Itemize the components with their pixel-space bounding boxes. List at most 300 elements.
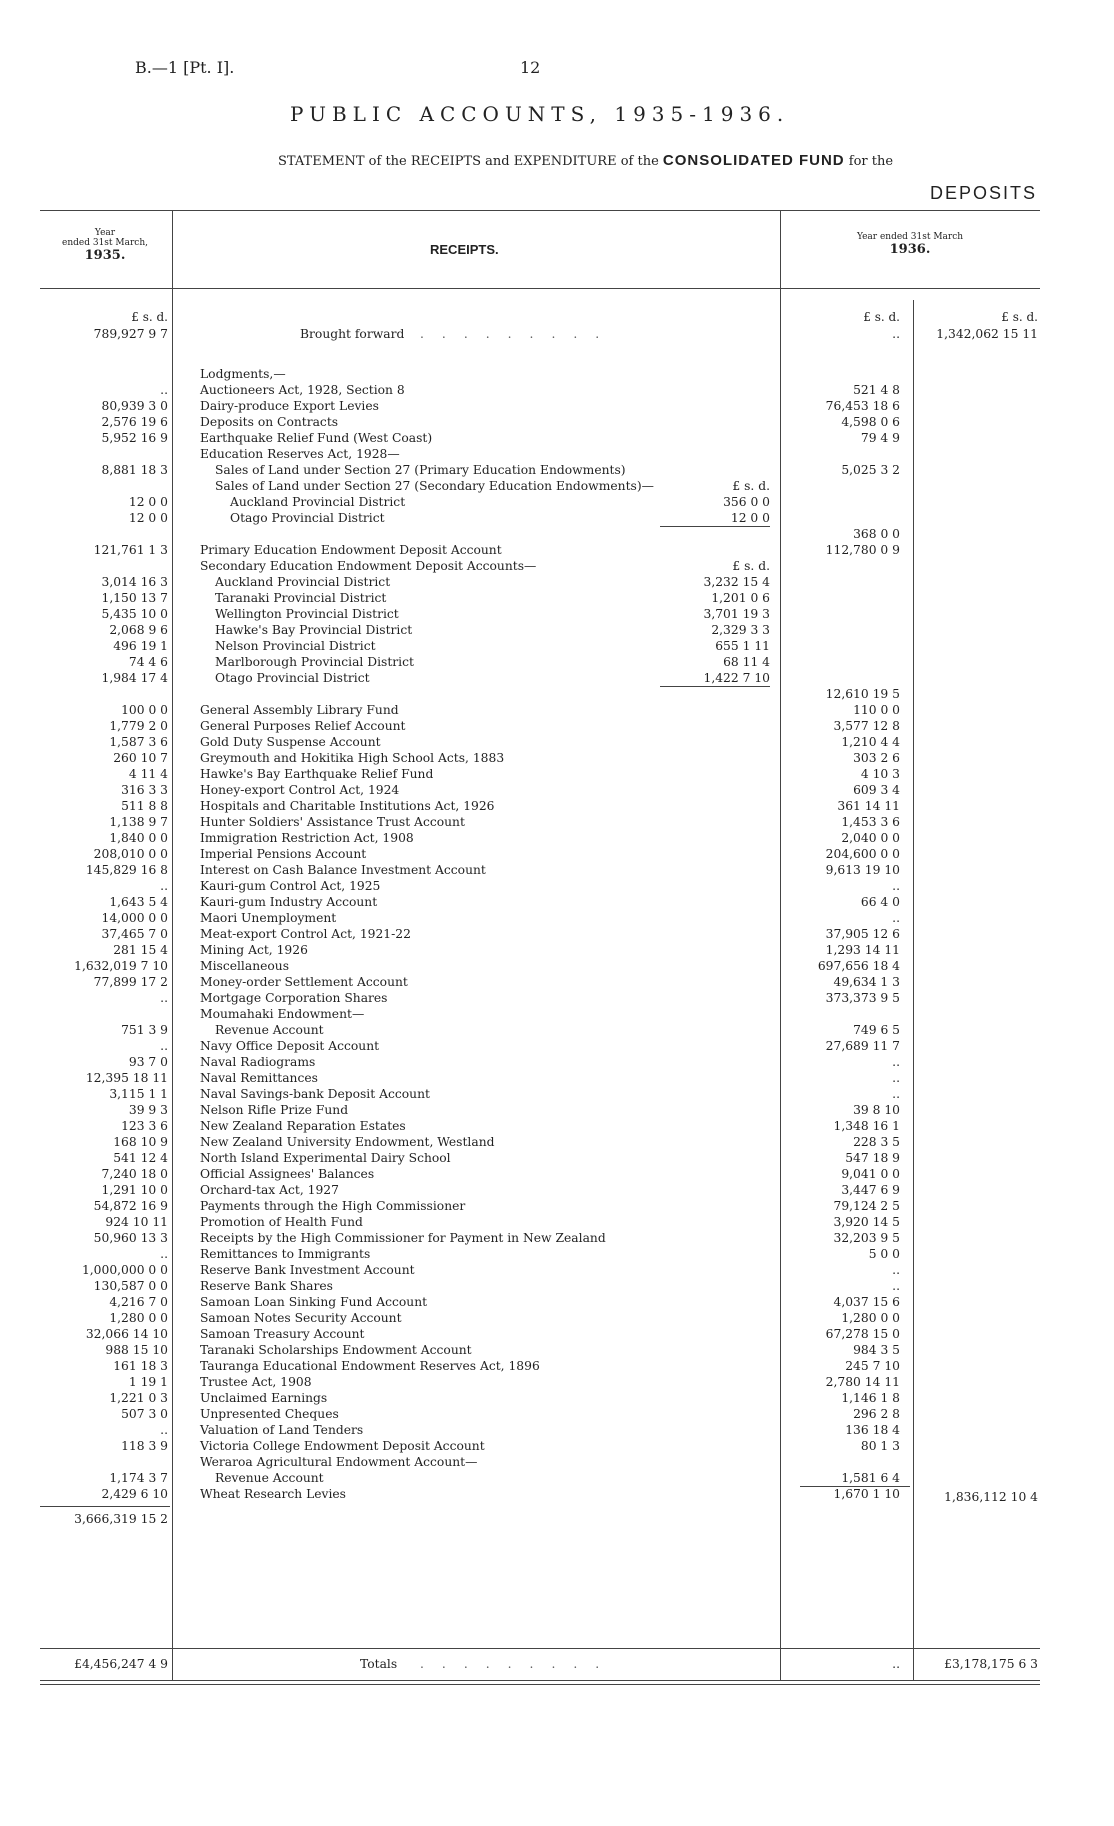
table-row xyxy=(0,654,1114,670)
total-1935: £4,456,247 4 9 xyxy=(74,1657,168,1671)
row-label: Nelson Rifle Prize Fund xyxy=(200,1103,349,1117)
amount-1936: 76,453 18 6 xyxy=(825,399,900,413)
amount-1936: 1,453 3 6 xyxy=(841,815,900,829)
table-row xyxy=(0,638,1114,654)
totals-bottom-rule xyxy=(40,1680,1040,1681)
right-year-line1: Year ended 31st March xyxy=(856,232,964,242)
amount-1935: 161 18 3 xyxy=(113,1359,168,1373)
sub-amount: 2,329 3 3 xyxy=(711,623,770,637)
table-row xyxy=(0,782,1114,798)
amount-1935: .. xyxy=(160,383,168,397)
row-label: Otago Provincial District xyxy=(215,671,370,685)
amount-1936: 37,905 12 6 xyxy=(825,927,900,941)
table-row xyxy=(0,1118,1114,1134)
receipts-header: RECEIPTS. xyxy=(430,242,499,257)
row-label: Hawke's Bay Earthquake Relief Fund xyxy=(200,767,434,781)
row-label: Moumahaki Endowment— xyxy=(200,1007,365,1021)
row-label: Primary Education Endowment Deposit Account xyxy=(200,543,502,557)
row-label: Wheat Research Levies xyxy=(200,1487,346,1501)
amount-1936: 368 0 0 xyxy=(853,527,900,541)
row-label: Lodgments,— xyxy=(200,367,286,381)
table-row xyxy=(0,1182,1114,1198)
amount-1936: 3,577 12 8 xyxy=(833,719,900,733)
row-label: Orchard-tax Act, 1927 xyxy=(200,1183,339,1197)
amount-1935: 12 0 0 xyxy=(128,495,168,509)
table-row xyxy=(0,1422,1114,1438)
table-row xyxy=(0,846,1114,862)
row-label: Taranaki Scholarships Endowment Account xyxy=(200,1343,472,1357)
amount-1935: 80,939 3 0 xyxy=(101,399,168,413)
row-label: Samoan Loan Sinking Fund Account xyxy=(200,1295,428,1309)
amount-1936: 4 10 3 xyxy=(860,767,900,781)
table-row xyxy=(0,1342,1114,1358)
section-heading-deposits: DEPOSITS xyxy=(930,183,1038,203)
table-row xyxy=(0,1166,1114,1182)
amount-1935: 54,872 16 9 xyxy=(93,1199,168,1213)
totals-top-rule xyxy=(40,1648,1040,1649)
amount-1935: 93 7 0 xyxy=(128,1055,168,1069)
amount-1935: 260 10 7 xyxy=(113,751,168,765)
amount-1935: 1,643 5 4 xyxy=(109,895,168,909)
row-label: Deposits on Contracts xyxy=(200,415,339,429)
table-row xyxy=(0,1086,1114,1102)
row-label: Meat-export Control Act, 1921-22 xyxy=(200,927,411,941)
table-row xyxy=(0,462,1114,478)
amount-1935: 100 0 0 xyxy=(121,703,168,717)
amount-1936: 3,447 6 9 xyxy=(841,1183,900,1197)
table-row xyxy=(0,1326,1114,1342)
row-label: Naval Savings-bank Deposit Account xyxy=(200,1087,430,1101)
right-year-header xyxy=(790,232,1030,257)
table-row xyxy=(0,510,1114,526)
amount-1936: 110 0 0 xyxy=(853,703,900,717)
amount-1936: 1,146 1 8 xyxy=(841,1391,900,1405)
table-row xyxy=(0,478,1114,494)
row-label: Remittances to Immigrants xyxy=(200,1247,371,1261)
amount-1936: 5,025 3 2 xyxy=(841,463,900,477)
amount-1936: 245 7 10 xyxy=(845,1359,900,1373)
amount-1936: .. xyxy=(892,1071,900,1085)
amount-1936: 749 6 5 xyxy=(853,1023,900,1037)
amount-1936: 136 18 4 xyxy=(845,1423,900,1437)
amount-1935: 1,291 10 0 xyxy=(101,1183,168,1197)
amount-1935: 751 3 9 xyxy=(121,1023,168,1037)
row-label: Money-order Settlement Account xyxy=(200,975,408,989)
row-label: Hawke's Bay Provincial District xyxy=(215,623,413,637)
left-year-line1: Year xyxy=(94,228,116,238)
amount-1935: 2,576 19 6 xyxy=(101,415,168,429)
amount-1935: 168 10 9 xyxy=(113,1135,168,1149)
totals-label: Totals xyxy=(360,1657,398,1671)
brought-forward-1935: 789,927 9 7 xyxy=(93,327,168,341)
table-row xyxy=(0,958,1114,974)
amount-1936: .. xyxy=(892,1087,900,1101)
amount-1936: 79 4 9 xyxy=(860,431,900,445)
amount-1935: 1,150 13 7 xyxy=(101,591,168,605)
left-year: 1935. xyxy=(84,248,126,263)
amount-1935: 32,066 14 10 xyxy=(85,1327,168,1341)
row-label: Imperial Pensions Account xyxy=(200,847,367,861)
amount-1936: 547 18 9 xyxy=(845,1151,900,1165)
statement-title xyxy=(278,152,893,169)
row-label: Unpresented Cheques xyxy=(200,1407,339,1421)
amount-1935: 1,000,000 0 0 xyxy=(81,1263,168,1277)
amount-1936: 1,581 6 4 xyxy=(841,1471,900,1485)
row-label: Samoan Treasury Account xyxy=(200,1327,365,1341)
amount-1935: 130,587 0 0 xyxy=(93,1279,168,1293)
header-bottom-rule xyxy=(40,288,1040,289)
amount-1935: 5,435 10 0 xyxy=(101,607,168,621)
amount-1936: 67,278 15 0 xyxy=(825,1327,900,1341)
lsd-header-left: £ s. d. xyxy=(131,310,168,324)
row-label: Reserve Bank Investment Account xyxy=(200,1263,415,1277)
amount-1936: .. xyxy=(892,879,900,893)
table-row xyxy=(0,862,1114,878)
amount-1935: .. xyxy=(160,1039,168,1053)
table-row xyxy=(0,734,1114,750)
table-row xyxy=(0,1070,1114,1086)
table-row xyxy=(0,830,1114,846)
amount-1936: 27,689 11 7 xyxy=(825,1039,900,1053)
row-label: Greymouth and Hokitika High School Acts, 1883 xyxy=(200,751,505,765)
amount-1935: .. xyxy=(160,1423,168,1437)
table-row xyxy=(0,1198,1114,1214)
amount-1936: 228 3 5 xyxy=(853,1135,900,1149)
amount-1936: 361 14 11 xyxy=(837,799,900,813)
amount-1936: .. xyxy=(892,1263,900,1277)
amount-1936: 79,124 2 5 xyxy=(833,1199,900,1213)
row-label: Unclaimed Earnings xyxy=(200,1391,328,1405)
amount-1935: 1,280 0 0 xyxy=(109,1311,168,1325)
table-row xyxy=(0,974,1114,990)
sub-amount: 1,201 0 6 xyxy=(711,591,770,605)
amount-1935: 1,174 3 7 xyxy=(109,1471,168,1485)
amount-1935: 541 12 4 xyxy=(113,1151,168,1165)
amount-1936: 204,600 0 0 xyxy=(825,847,900,861)
amount-1936: 1,670 1 10 xyxy=(833,1487,900,1501)
amount-1935: 74 4 6 xyxy=(128,655,168,669)
amount-1935: 511 8 8 xyxy=(121,799,168,813)
table-row xyxy=(0,702,1114,718)
row-label: Kauri-gum Industry Account xyxy=(200,895,378,909)
total-mid: .. xyxy=(892,1657,900,1671)
amount-1935: 121,761 1 3 xyxy=(93,543,168,557)
row-label: Auckland Provincial District xyxy=(230,495,406,509)
amount-1935: 123 3 6 xyxy=(121,1119,168,1133)
amount-1935: .. xyxy=(160,1247,168,1261)
right-year: 1936. xyxy=(889,242,931,257)
table-row xyxy=(0,942,1114,958)
sub-amount: 1,422 7 10 xyxy=(703,671,770,685)
amount-1935: 1,587 3 6 xyxy=(109,735,168,749)
row-label: Hunter Soldiers' Assistance Trust Account xyxy=(200,815,465,829)
row-label: Marlborough Provincial District xyxy=(215,655,414,669)
sub-amount: 356 0 0 xyxy=(723,495,770,509)
row-label: New Zealand University Endowment, Westland xyxy=(200,1135,495,1149)
row-label: Tauranga Educational Endowment Reserves Act, 1896 xyxy=(200,1359,540,1373)
amount-1935: .. xyxy=(160,879,168,893)
table-row xyxy=(0,1230,1114,1246)
amount-1935: 50,960 13 3 xyxy=(93,1231,168,1245)
row-label: Auctioneers Act, 1928, Section 8 xyxy=(200,383,405,397)
row-label: Kauri-gum Control Act, 1925 xyxy=(200,879,381,893)
amount-1935: 39 9 3 xyxy=(128,1103,168,1117)
amount-1935: 5,952 16 9 xyxy=(101,431,168,445)
row-label: Trustee Act, 1908 xyxy=(200,1375,312,1389)
amount-1935: 12,395 18 11 xyxy=(85,1071,168,1085)
amount-1936: .. xyxy=(892,1055,900,1069)
row-label: Revenue Account xyxy=(215,1023,324,1037)
amount-1935: 1,840 0 0 xyxy=(109,831,168,845)
subtotal-rule-education-sales xyxy=(660,526,770,527)
statement-post: for the xyxy=(848,154,894,169)
table-row xyxy=(0,814,1114,830)
amount-1936: 66 4 0 xyxy=(860,895,900,909)
amount-1935: 1,138 9 7 xyxy=(109,815,168,829)
amount-1936: 2,780 14 11 xyxy=(825,1375,900,1389)
table-row xyxy=(0,414,1114,430)
row-label: Miscellaneous xyxy=(200,959,290,973)
amount-1935: 924 10 11 xyxy=(105,1215,168,1229)
row-label: Victoria College Endowment Deposit Account xyxy=(200,1439,485,1453)
amount-1935: 1,632,019 7 10 xyxy=(74,959,168,973)
row-label: Official Assignees' Balances xyxy=(200,1167,375,1181)
amount-1935: 507 3 0 xyxy=(121,1407,168,1421)
row-label: Mortgage Corporation Shares xyxy=(200,991,388,1005)
table-row xyxy=(0,766,1114,782)
amount-1935: 14,000 0 0 xyxy=(101,911,168,925)
amount-1935: 7,240 18 0 xyxy=(101,1167,168,1181)
statement-pre: STATEMENT of the RECEIPTS and EXPENDITURE of the xyxy=(278,154,659,169)
subtotal-1935: 3,666,319 15 2 xyxy=(74,1512,168,1526)
row-label: Hospitals and Charitable Institutions Act, 1926 xyxy=(200,799,495,813)
leader-dots: ......... xyxy=(420,327,618,341)
amount-1936: 80 1 3 xyxy=(860,1439,900,1453)
amount-1935: 145,829 16 8 xyxy=(85,863,168,877)
row-label: Nelson Provincial District xyxy=(215,639,376,653)
amount-1936: 12,610 19 5 xyxy=(825,687,900,701)
table-row xyxy=(0,1406,1114,1422)
lsd-header-right: £ s. d. xyxy=(1001,310,1038,324)
amount-1936: 49,634 1 3 xyxy=(833,975,900,989)
totals-leader-dots: ......... xyxy=(420,1657,618,1671)
amount-1935: 496 19 1 xyxy=(113,639,168,653)
row-label: Samoan Notes Security Account xyxy=(200,1311,402,1325)
amount-1935: 2,068 9 6 xyxy=(109,623,168,637)
row-label: Honey-export Control Act, 1924 xyxy=(200,783,400,797)
table-row xyxy=(0,750,1114,766)
row-label: General Purposes Relief Account xyxy=(200,719,406,733)
table-row xyxy=(0,366,1114,382)
row-label: Navy Office Deposit Account xyxy=(200,1039,380,1053)
amount-1935: 12 0 0 xyxy=(128,511,168,525)
amount-1936: 609 3 4 xyxy=(853,783,900,797)
amount-1935: 118 3 9 xyxy=(121,1439,168,1453)
table-row xyxy=(0,926,1114,942)
table-row xyxy=(0,590,1114,606)
statement-fund: CONSOLIDATED FUND xyxy=(662,152,845,169)
row-label: New Zealand Reparation Estates xyxy=(200,1119,406,1133)
amount-1936: 39 8 10 xyxy=(853,1103,900,1117)
sub-amount: 3,701 19 3 xyxy=(703,607,770,621)
amount-1935: .. xyxy=(160,991,168,1005)
table-row xyxy=(0,1006,1114,1022)
row-label: Earthquake Relief Fund (West Coast) xyxy=(200,431,433,445)
brought-forward-label: Brought forward xyxy=(300,327,405,341)
sub-amount: 655 1 11 xyxy=(715,639,770,653)
sub-amount: £ s. d. xyxy=(732,559,770,573)
sub-amount: 12 0 0 xyxy=(730,511,770,525)
table-row xyxy=(0,558,1114,574)
table-row xyxy=(0,1454,1114,1470)
row-label: Taranaki Provincial District xyxy=(215,591,387,605)
table-row xyxy=(0,686,1114,702)
amount-1936: 4,598 0 6 xyxy=(841,415,900,429)
totals-double-rule xyxy=(40,1684,1040,1685)
amount-1935: 3,014 16 3 xyxy=(101,575,168,589)
amount-1936: 4,037 15 6 xyxy=(833,1295,900,1309)
amount-1936: 1,210 4 4 xyxy=(841,735,900,749)
subtotal-rule-secondary xyxy=(660,686,770,687)
row-label: Immigration Restriction Act, 1908 xyxy=(200,831,414,845)
row-label: Naval Radiograms xyxy=(200,1055,316,1069)
document-reference: B.—1 [Pt. I]. xyxy=(135,58,235,77)
row-label: Gold Duty Suspense Account xyxy=(200,735,381,749)
table-row xyxy=(0,1374,1114,1390)
subtotal-rule-left xyxy=(40,1506,170,1507)
row-label: General Assembly Library Fund xyxy=(200,703,399,717)
amount-1935: 37,465 7 0 xyxy=(101,927,168,941)
row-label: Reserve Bank Shares xyxy=(200,1279,333,1293)
amount-1936: 303 2 6 xyxy=(853,751,900,765)
table-row xyxy=(0,606,1114,622)
row-label: Education Reserves Act, 1928— xyxy=(200,447,400,461)
table-row xyxy=(0,446,1114,462)
amount-1936: 296 2 8 xyxy=(853,1407,900,1421)
amount-1936: .. xyxy=(892,1279,900,1293)
row-label: Secondary Education Endowment Deposit Accounts— xyxy=(200,559,537,573)
left-year-header xyxy=(40,228,170,263)
table-row xyxy=(0,1310,1114,1326)
amount-1935: 316 3 3 xyxy=(121,783,168,797)
table-row xyxy=(0,894,1114,910)
brought-forward-mid: .. xyxy=(892,327,900,341)
row-label: Maori Unemployment xyxy=(200,911,337,925)
row-label: Payments through the High Commissioner xyxy=(200,1199,466,1213)
table-row xyxy=(0,1214,1114,1230)
table-row xyxy=(0,1150,1114,1166)
table-row xyxy=(0,670,1114,686)
table-row xyxy=(0,878,1114,894)
totals-row xyxy=(0,1656,1114,1672)
table-row xyxy=(0,990,1114,1006)
table-row xyxy=(0,1022,1114,1038)
amount-1936: 521 4 8 xyxy=(853,383,900,397)
amount-1935: 77,899 17 2 xyxy=(93,975,168,989)
lsd-header-mid: £ s. d. xyxy=(863,310,900,324)
brought-forward-1936: 1,342,062 15 11 xyxy=(936,327,1038,341)
amount-1935: 8,881 18 3 xyxy=(101,463,168,477)
row-label: Mining Act, 1926 xyxy=(200,943,308,957)
table-row xyxy=(0,718,1114,734)
row-label: North Island Experimental Dairy School xyxy=(200,1151,451,1165)
amount-1936: 984 3 5 xyxy=(853,1343,900,1357)
row-label: Promotion of Health Fund xyxy=(200,1215,363,1229)
amount-1936: 1,293 14 11 xyxy=(825,943,900,957)
table-row xyxy=(0,382,1114,398)
table-row xyxy=(0,574,1114,590)
table-row xyxy=(0,910,1114,926)
amount-1935: 4 11 4 xyxy=(128,767,168,781)
amount-1935: 1,779 2 0 xyxy=(109,719,168,733)
amount-1935: 1,221 0 3 xyxy=(109,1391,168,1405)
table-row xyxy=(0,1102,1114,1118)
row-label: Otago Provincial District xyxy=(230,511,385,525)
amount-1935: 4,216 7 0 xyxy=(109,1295,168,1309)
row-label: Weraroa Agricultural Endowment Account— xyxy=(200,1455,478,1469)
page-title: PUBLIC ACCOUNTS, 1935-1936. xyxy=(290,102,790,126)
amount-1936: 32,203 9 5 xyxy=(833,1231,900,1245)
row-label: Revenue Account xyxy=(215,1471,324,1485)
row-label: Receipts by the High Commissioner for Payment in New Zealand xyxy=(200,1231,606,1245)
table-row xyxy=(0,1470,1114,1486)
row-label: Valuation of Land Tenders xyxy=(200,1423,364,1437)
sub-amount: 3,232 15 4 xyxy=(703,575,770,589)
amount-1936: 1,348 16 1 xyxy=(833,1119,900,1133)
table-row xyxy=(0,1262,1114,1278)
amount-1936: 9,613 19 10 xyxy=(825,863,900,877)
amount-1935: 208,010 0 0 xyxy=(93,847,168,861)
total-1936: £3,178,175 6 3 xyxy=(944,1657,1038,1671)
amount-1935: 988 15 10 xyxy=(105,1343,168,1357)
amount-1936: 697,656 18 4 xyxy=(817,959,900,973)
amount-1935: 281 15 4 xyxy=(113,943,168,957)
table-row xyxy=(0,1278,1114,1294)
sub-amount: £ s. d. xyxy=(732,479,770,493)
left-year-line2: ended 31st March, xyxy=(62,238,148,248)
amount-1936: 3,920 14 5 xyxy=(833,1215,900,1229)
subtotal-rule-mid xyxy=(800,1486,910,1487)
header-top-rule xyxy=(40,210,1040,211)
amount-1936: .. xyxy=(892,911,900,925)
amount-1935: 2,429 6 10 xyxy=(101,1487,168,1501)
brought-forward-row xyxy=(0,326,1114,342)
table-row xyxy=(0,1054,1114,1070)
amount-1936: 2,040 0 0 xyxy=(841,831,900,845)
amount-1935: 1 19 1 xyxy=(128,1375,168,1389)
table-row xyxy=(0,1294,1114,1310)
table-row xyxy=(0,1038,1114,1054)
row-label: Naval Remittances xyxy=(200,1071,318,1085)
amount-1935: 1,984 17 4 xyxy=(101,671,168,685)
table-row xyxy=(0,1358,1114,1374)
amount-1935: 3,115 1 1 xyxy=(109,1087,168,1101)
row-label: Interest on Cash Balance Investment Account xyxy=(200,863,486,877)
table-row xyxy=(0,1134,1114,1150)
amount-1936: 9,041 0 0 xyxy=(841,1167,900,1181)
table-row xyxy=(0,798,1114,814)
row-label: Auckland Provincial District xyxy=(215,575,391,589)
table-row xyxy=(0,494,1114,510)
table-row xyxy=(0,1246,1114,1262)
table-row xyxy=(0,542,1114,558)
table-row xyxy=(0,398,1114,414)
amount-1936: 5 0 0 xyxy=(868,1247,900,1261)
page-number: 12 xyxy=(520,58,541,77)
table-row xyxy=(0,1438,1114,1454)
row-label: Dairy-produce Export Levies xyxy=(200,399,379,413)
row-label: Wellington Provincial District xyxy=(215,607,399,621)
